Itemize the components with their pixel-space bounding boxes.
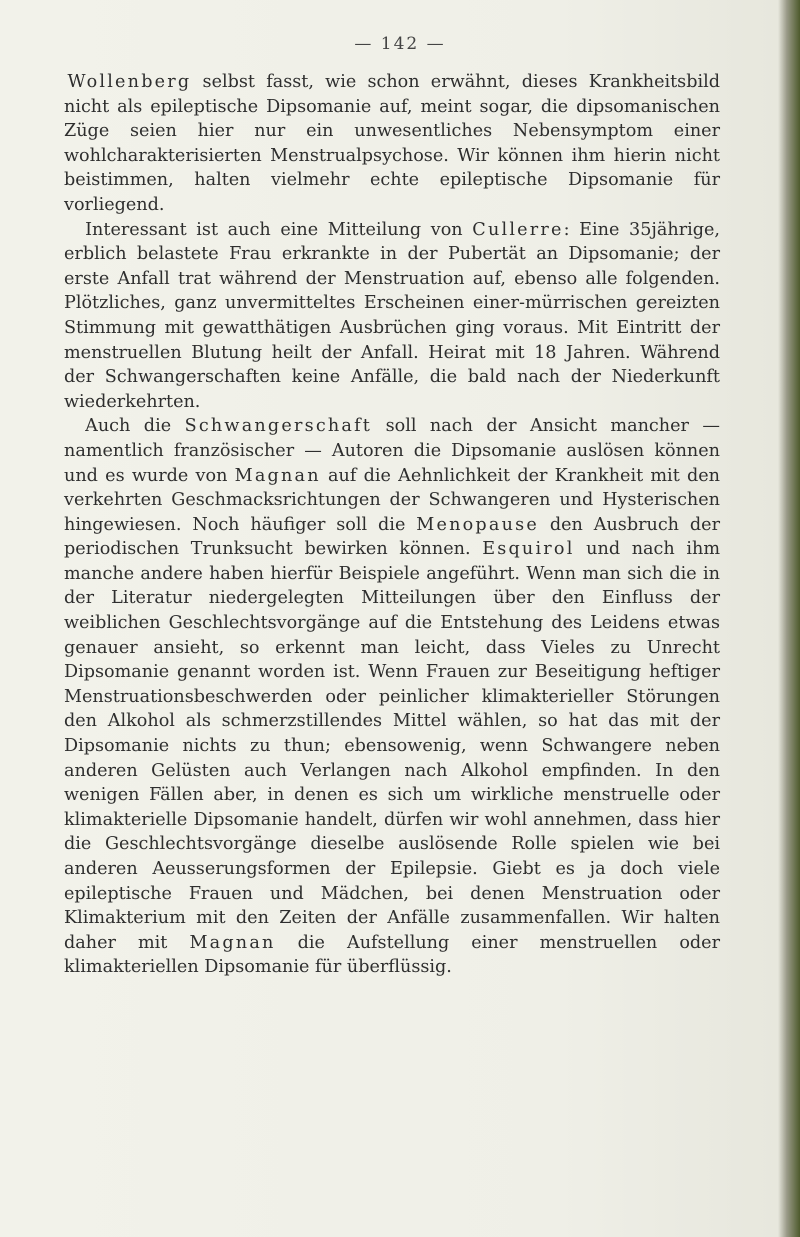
text-run: die Aufstellung einer menstruellen oder klimakteriellen Dipsomanie für überflüssig. — [64, 932, 720, 978]
author-name: Wollenberg — [67, 72, 192, 92]
author-name: Esquirol — [482, 539, 575, 560]
author-name: Magnan — [189, 932, 276, 953]
text-run: : Eine 35jährige, erblich belastete Frau erkrankte in der Pubertät an Dipsomanie; der erste Anfall trat während der Menstruation auf, ebenso alle folgenden. Plötzliches, ganz unvermitteltes Erscheinen einer-mürrischen gereizten Stimmung mit gewatthätigen Ausbrüchen ging voraus. Mit Eintritt der menstruellen Blutung heilt der Anfall. Heirat mit 18 Jahren. Während der Schwangerschaften keine Anfälle, die bald nach der Niederkunft wiederkehrten. — [64, 219, 720, 412]
paragraph-1 — [64, 70, 720, 218]
page-number: — 142 — — [354, 34, 446, 54]
text-run: auf die Aehnlichkeit der Krankheit mit den verkehrten Geschmacksrichtungen der Schwangeren und Hysterischen hingewiesen. Noch häufiger soll die — [64, 465, 721, 535]
author-name: Magnan — [234, 465, 321, 486]
text-run: Auch die — [85, 416, 185, 437]
text-run: und nach ihm manche andere haben hierfür Beispiele angeführt. Wenn man sich die in der Literatur niedergelegten Mitteilungen über den Einfluss der weiblichen Geschlechtsvorgänge auf die Entstehung des Leidens etwas genauer ansieht, so erkennt man leicht, dass Vieles zu Unrecht Dipsomanie genannt worden ist. Wenn Frauen zur Beseitigung heftiger Menstruationsbeschwerden oder peinlicher klimakterieller Störungen den Alkohol als schmerzstillendes Mittel wählen, so hat das mit der Dipsomanie nichts zu thun; ebensowenig, wenn Schwangere neben anderen Gelüsten auch Verlangen nach Alkohol empfinden. In den wenigen Fällen aber, in denen es sich um wirkliche menstruelle oder klimakterielle Dipsomanie handelt, dürfen wir wohl annehmen, dass hier die Geschlechtsvorgänge dieselbe auslösende Rolle spielen wie bei anderen Aeusserungsformen der Epilepsie. Giebt es ja doch viele epileptische Frauen und Mädchen, bei denen Menstruation oder Klimakterium mit den Zeiten der Anfälle zusammenfallen. Wir halten daher mit — [64, 539, 721, 953]
text-run: Interessant ist auch eine Mitteilung von — [85, 219, 473, 240]
paragraph-3 — [64, 414, 720, 980]
body-text — [64, 70, 720, 980]
page-edge — [778, 0, 800, 1237]
paragraph-2 — [64, 218, 720, 415]
text-run: soll nach der Ansicht mancher — namentlich französischer — Autoren die Dipsomanie auslösen können und es wurde von — [64, 416, 720, 486]
text-run: selbst fasst, wie schon erwähnt, dieses Krankheitsbild nicht als epileptische Dipsomanie auf, meint sogar, die dipsomanischen Züge seien hier nur ein unwesentliches Nebensymptom einer wohlcharakterisierten Menstrualpsychose. Wir können ihm hierin nicht beistimmen, halten vielmehr echte epileptische Dipsomanie für vorliegend. — [64, 72, 720, 215]
emphasized-term: Schwangerschaft — [184, 416, 373, 437]
author-name: Cullerre — [472, 219, 564, 240]
text-run: den Ausbruch der periodischen Trunksucht bewirken können. — [64, 514, 721, 560]
emphasized-term: Menopause — [416, 514, 539, 535]
